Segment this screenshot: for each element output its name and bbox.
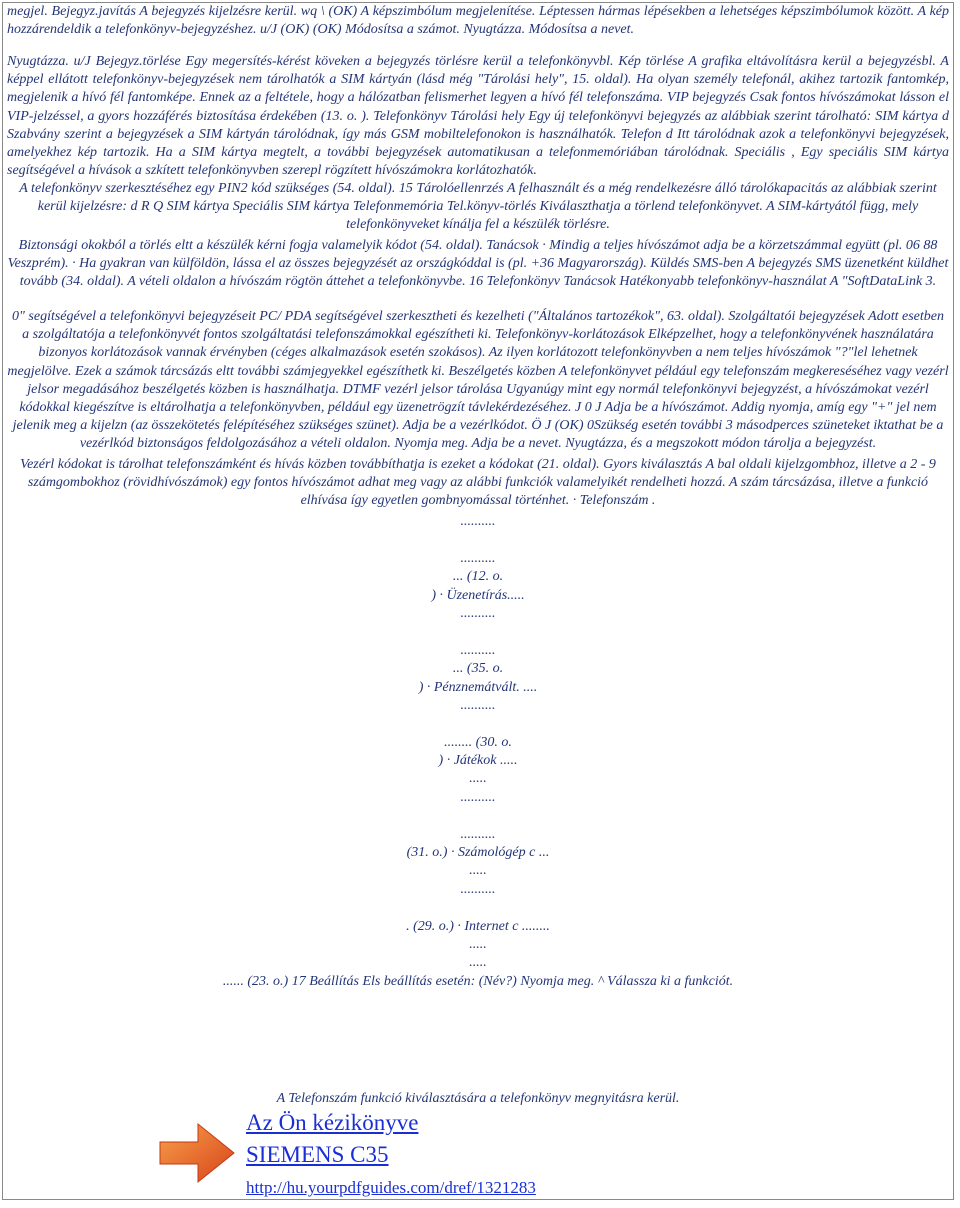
menu-line: ) · Játékok .....: [438, 753, 518, 769]
menu-line: ..........: [460, 605, 496, 621]
menu-line: .....: [469, 955, 487, 971]
menu-line: [7, 807, 949, 825]
paragraph-text: Nyugtázza. u/J Bejegyz.törlése Egy megersítés-kérést köveken a bejegyzés törlésre kerül a telefonkönyvbl. Kép törlése A grafika eltávolításra kerül a bejegyzésbl. A képpel ellátott telefonkönyv-bejegyzések nem tárolhatók a SIM kártyán (lásd még "Tárolási hely", 15. oldal). Ha olyan személy telefonál, akihez tartozik fantomkép, megjelenik a hívó fél fantomképe. Ennek az a feltétele, hogy a hálózatban felismerhet legyen a hívó fél telefonszáma. VIP bejegyzés Csak fontos hívószámokat lásson el VIP-jelzéssel, a gyors hozzáférés biztosítása érdekében (13. o. ). Telefonkönyv Tárolási hely Egy új telefonkönyvi bejegyzés az alábbiak szerint tárolható: SIM kártya d Szabvány szerint a bejegyzések a SIM kártyán tárolódnak, így más GSM mobiltelefonokon is használhatók. Telefon d Itt tárolódnak azok a telefonkönyvi bejegyzések, amelyekhez kép tartozik. Ha a SIM kártya megtelt, a további bejegyzések automatikusan a telefonmemóriában tárolódnak. Speciális , Egy speciális SIM kártya segítségével a hívások a szkített telefonkönyvben szerepl rögzített hívószámokra korlátozhatók.: [7, 54, 949, 179]
menu-line: ..........: [460, 881, 496, 897]
paragraph-text: Vezérl kódokat is tárolhat telefonszámként és hívás közben továbbíthatja is ezeket a kódokat (21. oldal). Gyors kiválasztás A bal oldali kijelzgombhoz, illetve a 2 - 9 számgombokhoz (rövidhívószámok) egy fontos hívószámot adhat meg vagy az alábbi funkciók valamelyikét rendelheti hozzá. A szám tárcsázása, illetve a funkció elhívása így egyetlen gombnyomással történhet. · Telefonszám .: [20, 457, 936, 509]
menu-line: ... (35. o.: [452, 661, 504, 677]
menu-line: ...... (23. o.) 17 Beállítás Els beállítás esetén: (Név?) Nyomja meg. ^ Válassza ki a funkciót.: [222, 973, 734, 989]
paragraph-edit-entry: [7, 3, 949, 39]
footer-note: A Telefonszám funkció kiválasztására a telefonkönyv megnyitásra kerül.: [276, 1091, 680, 1106]
paragraph-pin2: [7, 180, 949, 235]
menu-line: . (29. o.) · Internet c ........: [406, 918, 550, 934]
document-page: [2, 2, 954, 1200]
menu-line: ) · Pénznemátvált. ....: [418, 679, 538, 695]
guide-product-link[interactable]: SIEMENS C35: [246, 1142, 389, 1167]
guide-title-link[interactable]: Az Ön kézikönyve: [246, 1110, 419, 1135]
paragraph-tips: [7, 237, 949, 292]
guide-url-link[interactable]: http://hu.yourpdfguides.com/dref/1321283: [246, 1178, 536, 1197]
paragraph-softdatalink: [7, 308, 949, 454]
menu-line: .....: [469, 936, 487, 952]
paragraph-quick-select: [7, 456, 949, 511]
paragraph-text: 0" segítségével a telefonkönyvi bejegyzéseit PC/ PDA segítségével szerkesztheti és kezelheti ("Általános tartozékok", 63. oldal). Szolgáltatói bejegyzések Adott esetben a szolgáltatója a telefonkönyvét fontos szolgáltatási telefonszámokkal egészítheti ki. Telefonkönyv-korlátozások Elképzelhet, hogy a telefonkönyvének használatára bizonyos korlátozások vannak érvényben (céges alkalmazások esetén szokásos). Az ilyen korlátozott telefonkönyvben a nem teljes hívószámok "?"lel lehetnek megjelölve. Ezek a számok tárcsázás eltt további számjegyekkel egészíthetk ki. Beszélgetés közben A telefonkönyvet például egy telefonszám megkereséséhez vagy vezérl jelsor megadásához beszélgetés közben is használhatja. DTMF vezérl jelsor tárolása Ugyanúgy mint egy normál telefonkönyvi bejegyzést, a hívószámokat vezérl kódokkal kiegészítve is eltárolhatja a telefonkönyvben, például egy üzenetrögzít távlekérdezéséhez. J 0 J Adja be a hívószámot. Addig nyomja, amíg egy "+" jel nem jelenik meg a kijelzn (az összekötetés felépítéséhez szükséges szünet). Adja be a vezérlkódot. Ö J (OK) 0Szükség esetén további 3 másodperces szüneteket iktathat be a vezérlkód biztonságos feldolgozásához a vételi oldalon. Nyomja meg. Adja be a nevet. Nyugtázza, és a megszokott módon tárolja a bejegyzést.: [7, 309, 949, 452]
menu-line: ..........: [460, 789, 496, 805]
menu-line: ..........: [460, 642, 496, 658]
paragraph-text: Biztonsági okokból a törlés eltt a készülék kérni fogja valamelyik kódot (54. oldal). Tanácsok · Mindig a teljes hívószámot adja be a körzetszámmal együtt (pl. 06 88 Veszprém). · Ha gyakran van külföldön, lássa el az összes bejegyzését az országkóddal is (pl. +36 Magyarország). Küldés SMS-ben A bejegyzés SMS üzenetként küldhet tovább (34. oldal). A vételi oldalon a hívószám rögtön áttehet a telefonkönyvbe. 16 Telefonkönyv Tanácsok Hatékonyabb telefonkönyv-használat A "SoftDataLink 3.: [7, 238, 949, 290]
menu-line: ... (12. o.: [452, 569, 504, 585]
menu-line: (31. o.) · Számológép c ...: [406, 845, 550, 861]
arrow-icon: [158, 1118, 236, 1188]
guide-banner: [158, 1108, 598, 1198]
menu-line: .....: [469, 771, 487, 787]
menu-line: [7, 715, 949, 733]
menu-line: ..........: [460, 514, 496, 529]
paragraph-delete-entry: [7, 53, 949, 180]
menu-line: ..........: [460, 697, 496, 713]
menu-line: [7, 531, 949, 549]
menu-line: [7, 899, 949, 917]
paragraph-text: megjel. Bejegyz.javítás A bejegyzés kijelzésre kerül. wq \ (OK) A képszimbólum megjelenítése. Léptessen hármas lépésekben a lehetséges képszimbólumok között. A kép hozzárendeldik a telefonkönyv-bejegyzéshez. u/J (OK) (OK) Módosítsa a számot. Nyugtázza. Módosítsa a nevet.: [7, 4, 949, 38]
menu-list: [7, 513, 949, 991]
menu-line: ........ (30. o.: [444, 734, 512, 750]
banner-links: [246, 1108, 536, 1200]
menu-line: ) · Üzenetírás.....: [431, 587, 525, 603]
menu-line: [7, 623, 949, 641]
menu-line: ..........: [460, 550, 496, 566]
menu-line: ..........: [460, 826, 496, 842]
menu-line: .....: [469, 863, 487, 879]
paragraph-text: A telefonkönyv szerkesztéséhez egy PIN2 kód szükséges (54. oldal). 15 Tárolóellenrzés A felhasznált és a még rendelkezésre álló tárolókapacitás az alábbiak szerint kerül kijelzésre: d R Q SIM kártya Speciális SIM kártya Telefonmemória Tel.könyv-törlés Kiválaszthatja a törlend telefonkönyvet. A SIM-kártyától függ, mely telefonkönyveket kínálja fel a készülék törlésre.: [19, 181, 937, 233]
